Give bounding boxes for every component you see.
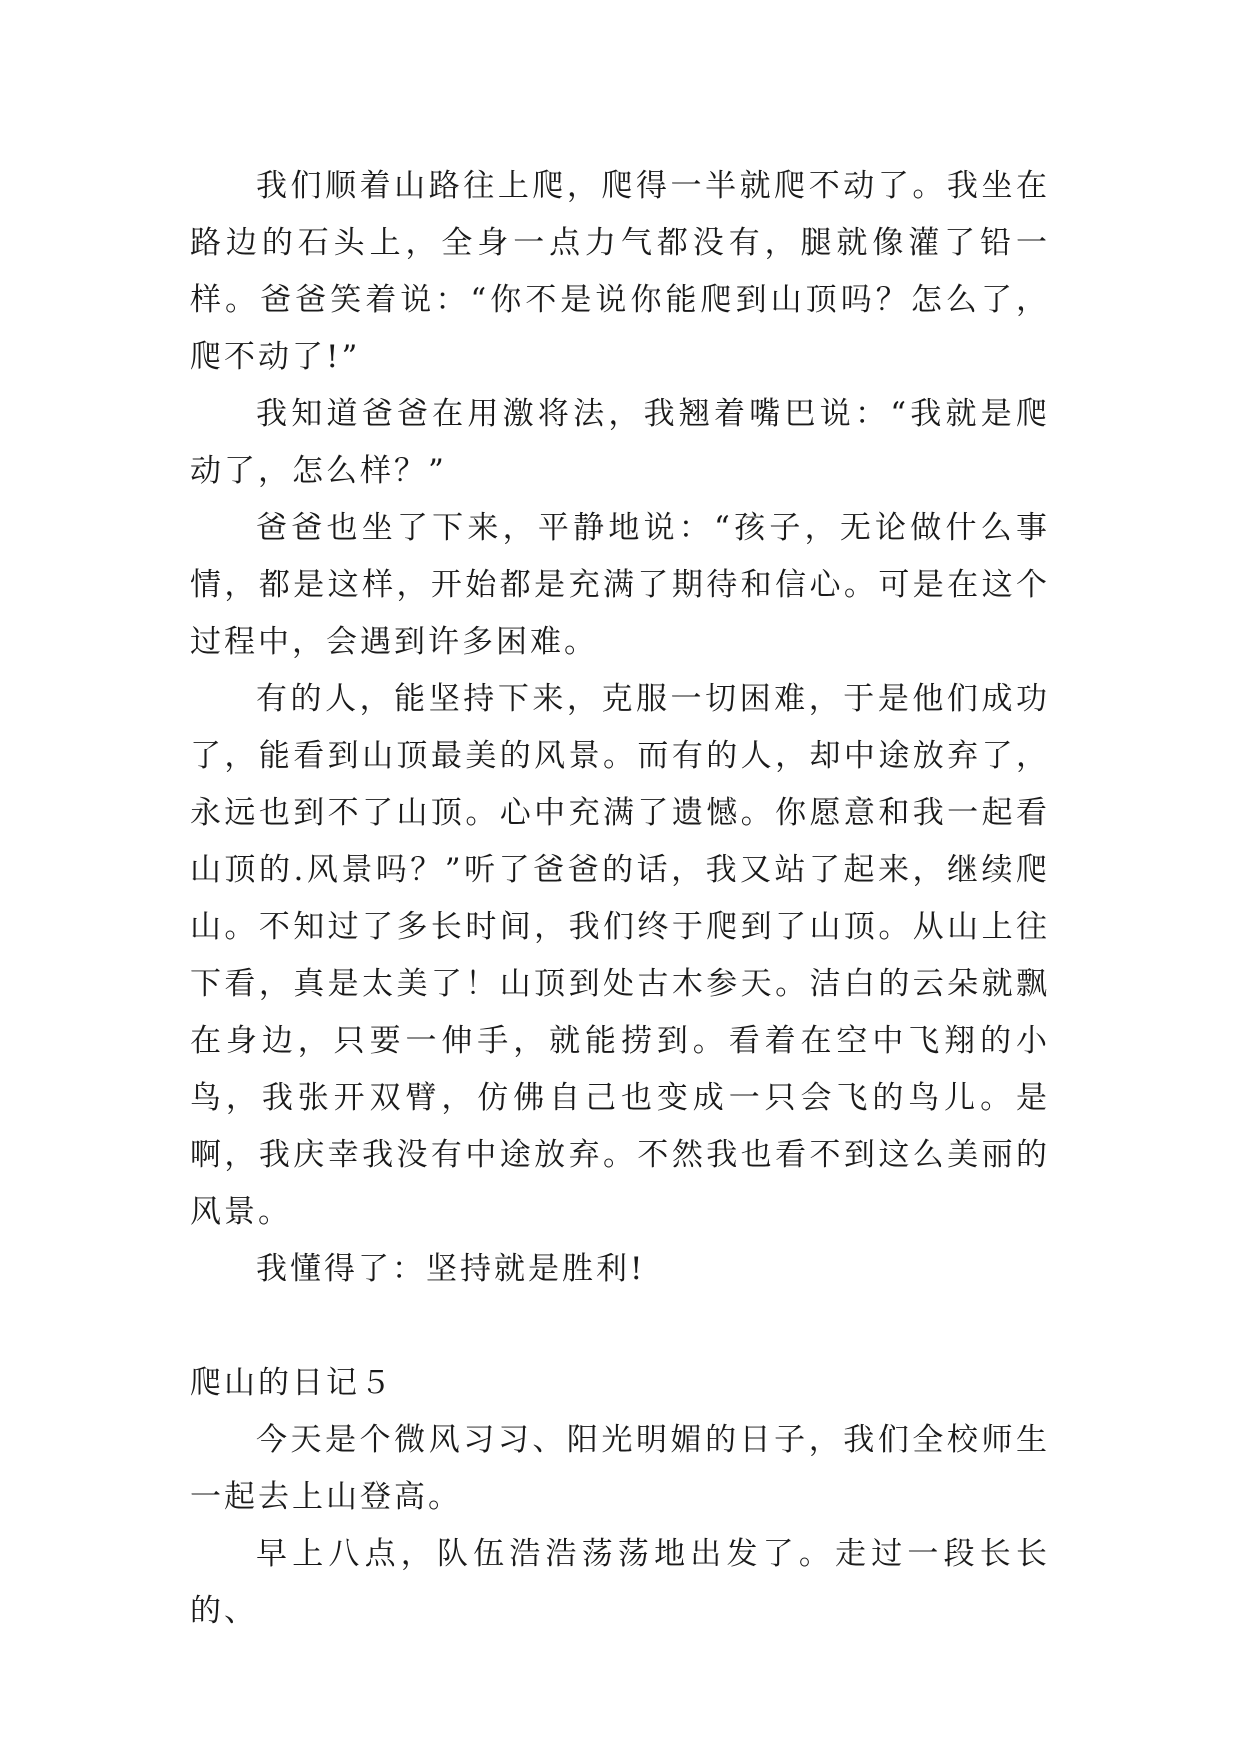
paragraph: 今天是个微风习习、阳光明媚的日子，我们全校师生一起去上山登高。 <box>190 1422 1050 1515</box>
paragraph: 我知道爸爸在用激将法，我翘着嘴巴说：“我就是爬动了，怎么样？” <box>190 396 1050 489</box>
section-title: 爬山的日记５ <box>190 1365 394 1401</box>
document-body <box>190 158 1050 1640</box>
paragraph: 有的人，能坚持下来，克服一切困难，于是他们成功了，能看到山顶最美的风景。而有的人，却中途放弃了，永远也到不了山顶。心中充满了遗憾。你愿意和我一起看山顶的.风景吗？”听了爸爸的话，我又站了起来，继续爬山。不知过了多长时间，我们终于爬到了山顶。从山上往下看，真是太美了！山顶到处古木参天。洁白的云朵就飘在身边，只要一伸手，就能捞到。看着在空中飞翔的小鸟，我张开双臂，仿佛自己也变成一只会飞的鸟儿。是啊，我庆幸我没有中途放弃。不然我也看不到这么美丽的风景。 <box>190 681 1050 1230</box>
paragraph: 我们顺着山路往上爬，爬得一半就爬不动了。我坐在路边的石头上，全身一点力气都没有，腿就像灌了铅一样。爸爸笑着说：“你不是说你能爬到山顶吗？怎么了，爬不动了!” <box>190 168 1050 375</box>
paragraph: 爸爸也坐了下来，平静地说：“孩子，无论做什么事情，都是这样，开始都是充满了期待和信心。可是在这个过程中，会遇到许多困难。 <box>190 510 1050 660</box>
paragraph: 早上八点，队伍浩浩荡荡地出发了。走过一段长长的、 <box>190 1536 1050 1629</box>
paragraph: 我懂得了：坚持就是胜利! <box>256 1251 646 1287</box>
